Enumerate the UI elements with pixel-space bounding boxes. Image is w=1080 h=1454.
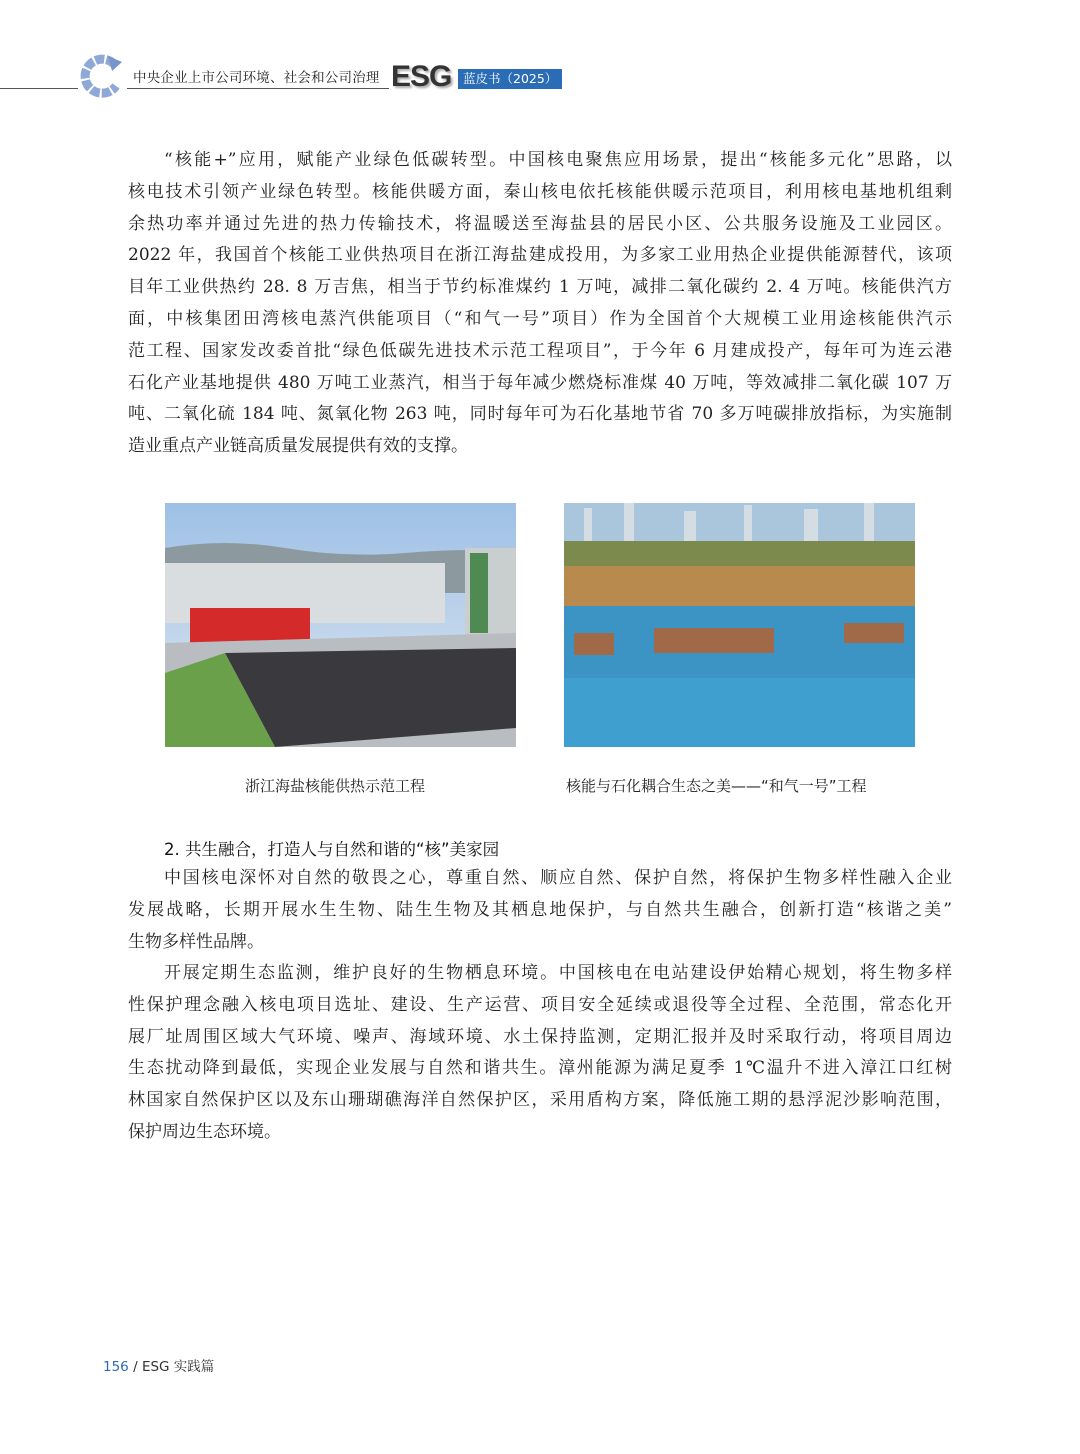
circular-arrow-logo-icon <box>80 54 124 98</box>
photo-wetland-petrochemical <box>564 503 915 747</box>
text-line: 核电技术引领产业绿色转型。核能供暖方面，秦山核电依托核能供暖示范项目，利用核电基地机组剩 <box>128 181 952 202</box>
text-line: 林国家自然保护区以及东山珊瑚礁海洋自然保护区，采用盾构方案，降低施工期的悬浮泥沙影响范围， <box>128 1090 952 1111</box>
text-line: 石化产业基地提供 480 万吨工业蒸汽，相当于每年减少燃烧标准煤 40 万吨，等效减排二氧化碳 107 万 <box>128 372 952 393</box>
figure-caption: 核能与石化耦合生态之美——“和气一号”工程 <box>566 777 867 795</box>
header-rule-left <box>0 88 78 89</box>
text-line: 范工程、国家发改委首批“绿色低碳先进技术示范工程项目”，于今年 6 月建成投产，每年可为连云港 <box>128 340 952 361</box>
paragraph-ecological-monitoring <box>128 958 952 1149</box>
header-title: 中央企业上市公司环境、社会和公司治理 <box>133 70 380 86</box>
paragraph-nuclear-applications <box>128 145 952 463</box>
text-line: 生态扰动降到最低，实现企业发展与自然和谐共生。漳州能源为满足夏季 1℃温升不进入漳江口红树 <box>128 1058 952 1079</box>
header-esg: ESG <box>391 60 452 93</box>
text-line: 生物多样性品牌。 <box>128 931 264 952</box>
header-rule <box>127 88 389 89</box>
text-line: 目年工业供热约 28. 8 万吉焦，相当于节约标准煤约 1 万吨，减排二氧化碳约 2. 4 万吨。核能供汽方 <box>128 277 952 298</box>
text-line: 展厂址周围区域大气环境、噪声、海域环境、水土保持监测，定期汇报并及时采取行动，将项目周边 <box>128 1026 952 1047</box>
header-badge: 蓝皮书（2025） <box>458 69 562 89</box>
photo-haiyan-heating-ceremony <box>165 503 516 747</box>
text-line: 保护周边生态环境。 <box>128 1121 281 1142</box>
text-line: 中国核电深怀对自然的敬畏之心，尊重自然、顺应自然、保护自然，将保护生物多样性融入企业 <box>164 868 952 888</box>
text-line: “核能+”应用，赋能产业绿色低碳转型。中国核电聚焦应用场景，提出“核能多元化”思路，以 <box>164 150 952 170</box>
section-heading: 2. 共生融合，打造人与自然和谐的“核”美家园 <box>164 840 500 859</box>
text-line: 2022 年，我国首个核能工业供热项目在浙江海盐建成投用，为多家工业用热企业提供能源替代，该项 <box>128 245 952 266</box>
text-line: 余热功率并通过先进的热力传输技术，将温暖送至海盐县的居民小区、公共服务设施及工业园区。 <box>128 213 952 234</box>
text-line: 吨、二氧化硫 184 吨、氮氧化物 263 吨，同时每年可为石化基地节省 70 多万吨碳排放指标，为实施制 <box>128 404 952 425</box>
text-line: 开展定期生态监测，维护良好的生物栖息环境。中国核电在电站建设伊始精心规划，将生物多样 <box>164 963 952 983</box>
text-line: 面，中核集团田湾核电蒸汽供能项目（“和气一号”项目）作为全国首个大规模工业用途核能供汽示 <box>128 308 952 329</box>
page-footer <box>103 1355 214 1375</box>
text-line: 性保护理念融入核电项目选址、建设、生产运营、项目安全延续或退役等全过程、全范围，常态化开 <box>128 994 952 1015</box>
page-number: 156 <box>103 1359 129 1375</box>
figure-caption: 浙江海盐核能供热示范工程 <box>245 777 426 795</box>
footer-separator: / <box>133 1359 138 1375</box>
paragraph-biodiversity <box>128 863 952 958</box>
text-line: 发展战略，长期开展水生生物、陆生生物及其栖息地保护，与自然共生融合，创新打造“核谐之美” <box>128 899 952 920</box>
text-line: 造业重点产业链高质量发展提供有效的支撑。 <box>128 436 468 457</box>
footer-section: ESG 实践篇 <box>141 1359 215 1375</box>
